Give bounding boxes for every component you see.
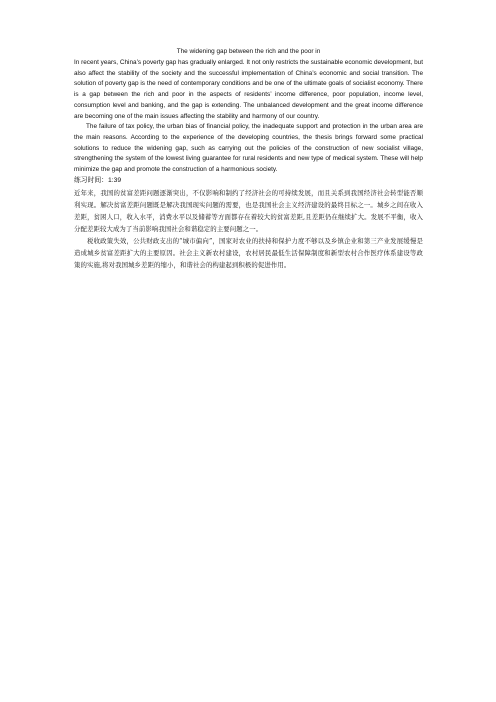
practice-time-value: 1:39 bbox=[107, 176, 122, 184]
document-title: The widening gap between the rich and the poor in bbox=[176, 48, 321, 55]
chinese-paragraph-1: 近年来，我国的贫富差距问题逐渐突出，不仅影响和制约了经济社会的可持续发展，而且关系到我国经济社会转型能否顺利实现。解决贫富差距问题既是解决我国现实问题的需要，也是我国社会主义经济建设的最终目标之一。城乡之间在收入差距，贫困人口，收入水平，消费水平以及储蓄等方面都存在着较大的贫富差距,且差距仍在继续扩大。发展不平衡，收入分配差距较大成为了当前影响我国社会和谐稳定的主要问题之一。 bbox=[74, 188, 423, 233]
english-paragraph-2: The failure of tax policy, the urban bias of financial policy, the inadequate support and protection in the urban area are the main reasons. According to the experience of the developing countries, the thesis brings forward some practical solutions to reduce the widening gap, such as carrying out the policies of the construction of new socialist village, strengthening the system of the lowest living guarantee for rural residents and new type of medical system. These will help minimize the gap and promote the construction of a harmonious society. bbox=[74, 123, 423, 174]
practice-time bbox=[74, 176, 423, 186]
document-page bbox=[74, 47, 423, 271]
practice-time-label: 练习时间： bbox=[74, 176, 108, 184]
chinese-paragraph-2: 税收政策失效，公共财政支出的“城市偏向”，国家对农业的扶持和保护力度不够以及乡镇企业和第三产业发展缓慢是造成城乡贫富差距扩大的主要原因。社会主义新农村建设，农村居民最低生活保障制度和新型农村合作医疗体系建设等政策的实施,将对我国城乡差距的缩小，和谐社会的构建起到积极的促进作用。 bbox=[74, 236, 423, 269]
english-paragraph-1: In recent years, China’s poverty gap has gradually enlarged. It not only restricts the sustainable economic development, but also affect the stability of the society and the successful implementation of China’s economic and social transition. The solution of poverty gap is the need of contemporary conditions and be one of the ultimate goals of socialist economy. There is a gap between the rich and poor in the aspects of residents’ income difference, poor population, income level, consumption level and banking, and the gap is extending. The unbalanced development and the great income difference are becoming one of the main issues affecting the stability and harmony of our country. bbox=[74, 59, 423, 120]
